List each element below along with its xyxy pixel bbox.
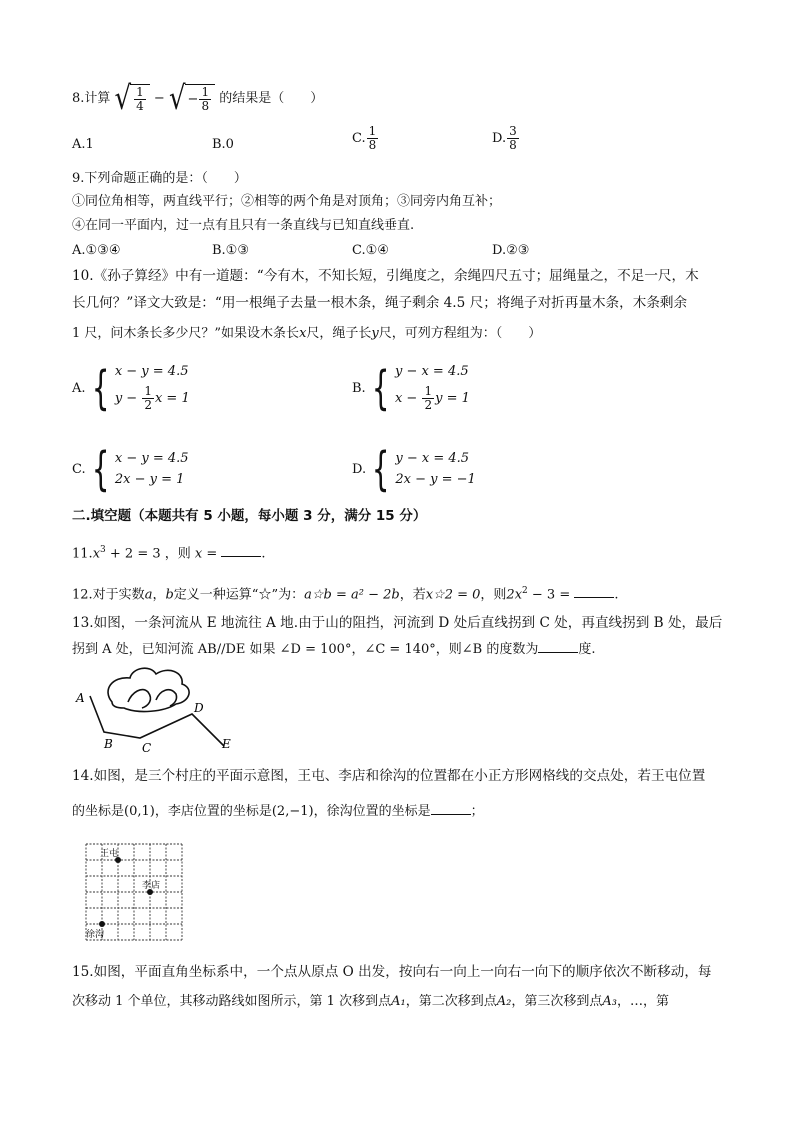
xu-marker bbox=[99, 921, 105, 927]
q15-line1: 15.如图，平面直角坐标系中，一个点从原点 O 出发，按向右一向上一向右一向下的顺序依次不断移动，每 bbox=[72, 964, 712, 980]
mountain-shape bbox=[108, 668, 189, 711]
q10-option-a-eq2-pre: y − bbox=[114, 391, 138, 406]
q10-option-d: D. { y − x = 4.5 2x − y = −1 bbox=[352, 442, 476, 496]
q15-line2-c: ，第三次移到点 bbox=[511, 994, 603, 1009]
q8-prefix: 8.计算 bbox=[72, 91, 111, 106]
q8-frac1-num: 1 bbox=[136, 85, 144, 99]
q8-stem bbox=[72, 79, 324, 118]
q11-eq: = bbox=[202, 546, 222, 562]
q8-option-a: A.1 bbox=[72, 137, 94, 152]
q8-suffix: 的结果是（ ） bbox=[219, 91, 324, 106]
q12-var-b: b bbox=[165, 587, 174, 603]
q10-line3-b: 尺，绳子长 bbox=[306, 326, 372, 341]
q12-expr-post: − 3 = bbox=[527, 587, 575, 603]
q12-expr-pre: 2x bbox=[506, 587, 523, 603]
q9-line1: ①同位角相等，两直线平行；②相等的两个角是对顶角；③同旁内角互补； bbox=[72, 194, 502, 209]
q11-stem bbox=[72, 541, 266, 563]
q11-mid: + 2 = 3 ，则 bbox=[105, 546, 195, 562]
q8-option-c-label: C. bbox=[352, 131, 366, 146]
label-b: B bbox=[104, 737, 113, 751]
q10-option-a-eq2-post: x = 1 bbox=[154, 391, 190, 406]
q12-end: . bbox=[614, 587, 619, 603]
q12-text3: ，则 bbox=[480, 587, 507, 603]
q10-line3-c: 尺，可列方程组为：（ ） bbox=[378, 326, 542, 341]
q8-frac1-den: 4 bbox=[136, 99, 144, 113]
q13-line1: 13.如图，一条河流从 E 地流往 A 地.由于山的阻挡，河流到 D 处后直线拐到 C 处，再直线拐到 B 处，最后 bbox=[72, 615, 723, 631]
q12-answer-blank[interactable] bbox=[574, 585, 614, 598]
q11-var-x: x bbox=[92, 546, 101, 562]
q10-var-x: x bbox=[299, 326, 307, 341]
q10-option-b-eq1: y − x = 4.5 bbox=[394, 364, 469, 379]
q14-line2-a: 的坐标是 bbox=[72, 804, 125, 819]
q13-line2-a: 拐到 A 处，已知河流 AB//DE 如果 ∠D = 100°，∠C = 140°，则∠B 的度数为 bbox=[72, 642, 539, 657]
q8-option-d-den: 8 bbox=[509, 138, 517, 152]
q12-definition: a☆b = a² − 2b bbox=[304, 587, 400, 603]
q10-option-d-eq2: 2x − y = −1 bbox=[395, 472, 476, 487]
q10-option-a-frac-num: 1 bbox=[144, 384, 152, 398]
q13-line2 bbox=[72, 640, 595, 659]
q12-condition: x☆2 = 0 bbox=[425, 587, 481, 603]
label-d: D bbox=[194, 701, 204, 715]
q15-point-a2: A₂ bbox=[496, 994, 512, 1009]
q10-option-c-eq2: 2x − y = 1 bbox=[114, 472, 185, 487]
q14-line2-c: ，徐沟位置的坐标是 bbox=[313, 804, 431, 819]
q9-line2: ④在同一平面内，过一点有且只有一条直线与已知直线垂直. bbox=[72, 218, 415, 233]
q10-option-b-label: B. bbox=[352, 380, 366, 396]
q10-option-d-eq1: y − x = 4.5 bbox=[395, 451, 470, 466]
q10-option-c: C. { x − y = 4.5 2x − y = 1 bbox=[72, 442, 189, 496]
q8-option-c-den: 8 bbox=[368, 138, 377, 152]
q11-end: . bbox=[261, 546, 266, 562]
q15-point-a3: A₃ bbox=[602, 994, 617, 1009]
q8-sqrt-2: √ − $\frac{1}{8}$ bbox=[169, 84, 215, 113]
label-xu: 徐沟 bbox=[86, 930, 105, 940]
label-e: E bbox=[222, 737, 231, 751]
q8-option-d-num: 3 bbox=[509, 124, 517, 138]
q14-line2 bbox=[72, 802, 484, 821]
q8-frac2-den: 8 bbox=[201, 99, 210, 113]
q11-var-x2: x bbox=[194, 546, 203, 562]
q9-option-a: A.①③④ bbox=[72, 243, 121, 258]
q9-option-d: D.②③ bbox=[492, 243, 530, 258]
q11-exponent: 3 bbox=[100, 545, 106, 555]
q15-line2-d: ，…，第 bbox=[616, 994, 669, 1009]
q10-line2: 长几何？”译文大致是：“用一根绳子去量一根木条，绳子剩余 4.5 尺；将绳子对折再量木条，木条剩余 bbox=[72, 295, 688, 311]
q15-line2-b: ，第二次移到点 bbox=[405, 994, 497, 1009]
q14-line2-b: ，李店位置的坐标是 bbox=[154, 804, 272, 819]
q9-option-b: B.①③ bbox=[212, 243, 249, 258]
q14-line2-d: ； bbox=[470, 804, 484, 819]
label-li: 李店 bbox=[142, 881, 161, 891]
q12-text1: 定义一种运算“☆”为： bbox=[173, 587, 305, 603]
q13-river-figure bbox=[72, 662, 242, 754]
q8-option-c-num: 1 bbox=[368, 124, 377, 138]
q10-line1: 10.《孙子算经》中有一道题：“今有木，不知长短，引绳度之，余绳四尺五寸；屈绳量之，不足一尺，木 bbox=[72, 268, 699, 284]
q14-coord-li: (2,−1) bbox=[271, 804, 314, 819]
q12-expr-exp: 2 bbox=[522, 586, 528, 596]
q10-option-a-eq1: x − y = 4.5 bbox=[114, 364, 189, 379]
q10-option-b-frac-den: 2 bbox=[424, 398, 433, 412]
q10-var-y: y bbox=[371, 326, 379, 341]
q12-stem bbox=[72, 582, 619, 604]
q15-line2 bbox=[72, 993, 669, 1011]
q14-grid-figure bbox=[82, 840, 186, 946]
q10-option-a-frac-den: 2 bbox=[144, 398, 152, 412]
q8-frac2-num: 1 bbox=[201, 85, 210, 99]
q8-option-d-label: D. bbox=[492, 131, 507, 146]
q15-point-a1: A₁ bbox=[391, 994, 406, 1009]
q12-text2: ，若 bbox=[399, 587, 426, 603]
q12-var-a: a bbox=[144, 587, 153, 603]
q11-answer-blank[interactable] bbox=[221, 544, 261, 557]
q13-line2-b: 度. bbox=[578, 642, 596, 657]
q10-option-b-eq2 bbox=[395, 385, 470, 412]
q8-minus: − bbox=[153, 91, 165, 106]
q9-option-c: C.①④ bbox=[352, 243, 389, 258]
q12-sep: ， bbox=[152, 587, 166, 603]
section-2-title: 二.填空题（本题共有 5 小题，每小题 3 分，满分 15 分） bbox=[72, 508, 427, 524]
q12-prefix: 12.对于实数 bbox=[72, 587, 145, 603]
q8-option-c bbox=[352, 125, 379, 152]
label-wang: 王屯 bbox=[100, 849, 119, 859]
q10-option-b: B. { y − x = 4.5 x − $\frac{1}{2}$ y = 1 bbox=[352, 361, 470, 415]
q10-line3 bbox=[72, 325, 541, 343]
q10-option-b-eq2-pre: x − bbox=[394, 391, 418, 406]
q10-option-a-eq2 bbox=[115, 385, 190, 412]
q10-option-d-label: D. bbox=[352, 461, 367, 477]
q10-option-a-label: A. bbox=[72, 380, 86, 396]
label-c: C bbox=[142, 741, 152, 754]
q8-option-b: B.0 bbox=[212, 137, 234, 152]
q13-answer-blank[interactable] bbox=[538, 640, 578, 653]
q10-option-b-eq2-post: y = 1 bbox=[435, 391, 470, 406]
q10-option-c-label: C. bbox=[72, 461, 86, 477]
q14-line1: 14.如图，是三个村庄的平面示意图，王屯、李店和徐沟的位置都在小正方形网格线的交点处，若王屯位置 bbox=[72, 768, 706, 784]
q10-option-a: A. { x − y = 4.5 y − $\frac{1}{2}$ x = 1 bbox=[72, 361, 190, 415]
q9-stem: 9.下列命题正确的是：（ ） bbox=[72, 171, 247, 186]
q10-option-c-eq1: x − y = 4.5 bbox=[114, 451, 189, 466]
q14-coord-wang: (0,1) bbox=[124, 804, 155, 819]
q10-option-b-frac-num: 1 bbox=[424, 384, 433, 398]
q8-frac2-sign: − bbox=[187, 91, 199, 107]
q10-line3-a: 1 尺，问木条长多少尺？”如果设木条长 bbox=[72, 326, 300, 341]
q8-sqrt-1: √ $\frac{1}{4}$ bbox=[115, 84, 150, 113]
q11-prefix: 11. bbox=[72, 546, 93, 562]
q15-line2-a: 次移动 1 个单位，其移动路线如图所示，第 1 次移到点 bbox=[72, 994, 392, 1009]
label-a: A bbox=[76, 691, 85, 705]
q8-option-d bbox=[492, 125, 520, 152]
q14-answer-blank[interactable] bbox=[431, 802, 471, 815]
